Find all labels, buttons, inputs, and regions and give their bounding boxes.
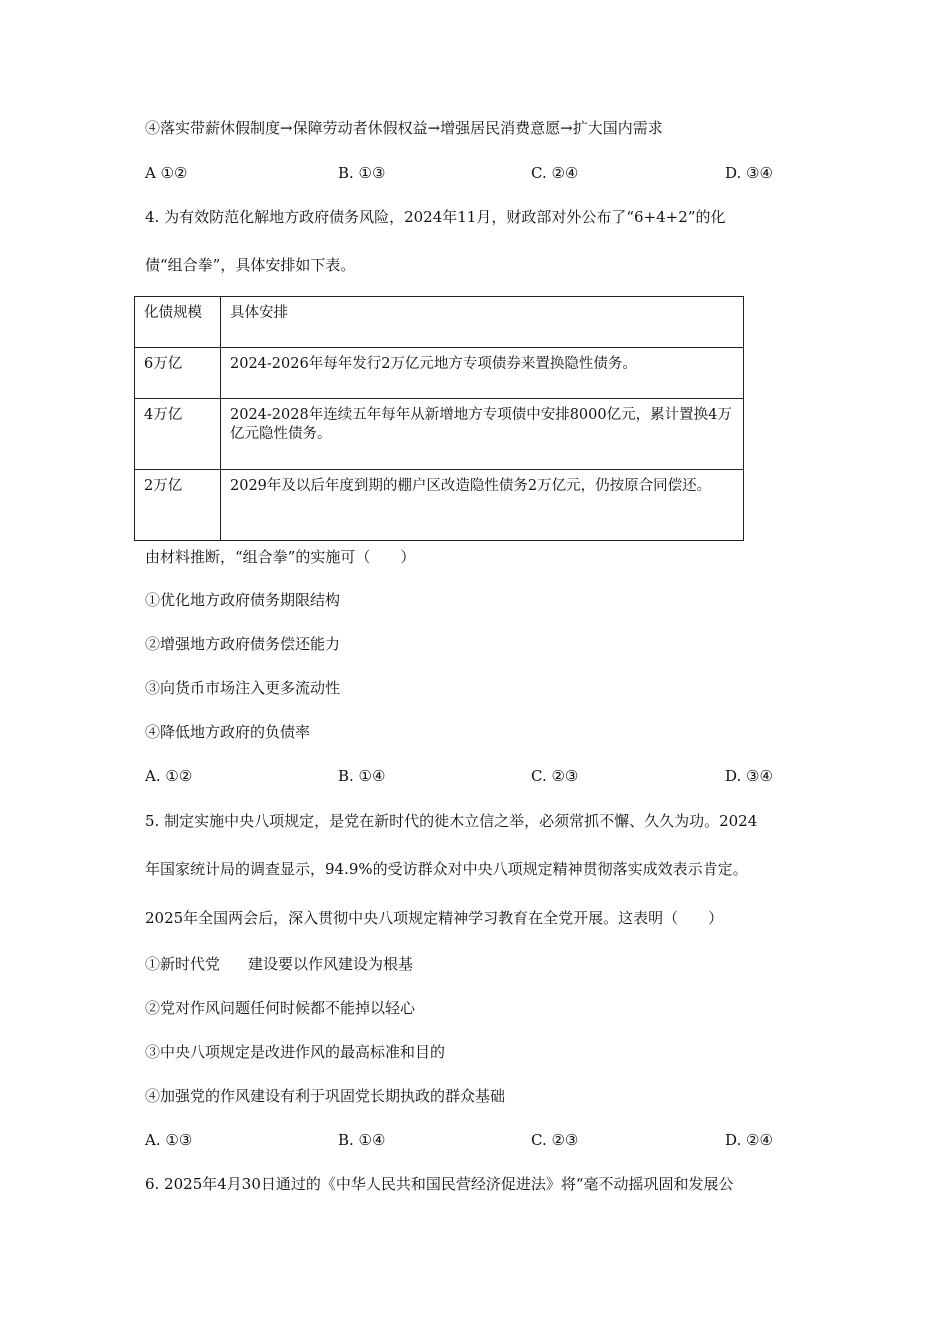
q4-item-4: ④降低地方政府的负债率 xyxy=(145,723,311,741)
q4-item-3: ③向货币市场注入更多流动性 xyxy=(145,679,341,697)
table-cell-scale: 4万亿 xyxy=(135,399,221,470)
q4-option-c: C. ②③ xyxy=(531,767,579,785)
q4-item-1: ①优化地方政府债务期限结构 xyxy=(145,591,341,609)
q3-item-4: ④落实带薪休假制度→保障劳动者休假权益→增强居民消费意愿→扩大国内需求 xyxy=(145,119,663,137)
q5-option-c: C. ②③ xyxy=(531,1131,579,1149)
q3-option-c: C. ②④ xyxy=(531,164,579,182)
q4-stem-line-2: 债“组合拳”，具体安排如下表。 xyxy=(145,256,356,274)
table-cell-scale: 6万亿 xyxy=(135,348,221,399)
q5-stem-line-1: 5. 制定实施中央八项规定，是党在新时代的徙木立信之举，必须常抓不懈、久久为功。2024 xyxy=(145,812,758,830)
q4-options xyxy=(145,766,805,786)
q5-option-b: B. ①④ xyxy=(338,1131,386,1149)
q5-option-a: A. ①③ xyxy=(145,1131,193,1149)
q5-options xyxy=(145,1130,805,1150)
q5-option-d: D. ②④ xyxy=(725,1131,773,1149)
q4-item-2: ②增强地方政府债务偿还能力 xyxy=(145,635,341,653)
table-cell-plan: 2029年及以后年度到期的棚户区改造隐性债务2万亿元，仍按原合同偿还。 xyxy=(221,470,744,541)
q5-stem-line-2: 年国家统计局的调查显示，94.9%的受访群众对中央八项规定精神贯彻落实成效表示肯定。 xyxy=(145,860,748,878)
q4-question: 由材料推断，“组合拳”的实施可（ ） xyxy=(145,548,416,566)
table-header-plan: 具体安排 xyxy=(221,297,744,348)
q4-option-b: B. ①④ xyxy=(338,767,386,785)
q4-stem-line-1: 4. 为有效防范化解地方政府债务风险，2024年11月，财政部对外公布了“6+4+2”的化 xyxy=(145,208,726,226)
debt-plan-table xyxy=(134,296,744,541)
table-cell-plan: 2024-2026年每年发行2万亿元地方专项债券来置换隐性债务。 xyxy=(221,348,744,399)
q5-stem-line-3: 2025年全国两会后，深入贯彻中央八项规定精神学习教育在全党开展。这表明（ ） xyxy=(145,909,724,927)
q5-item-1 xyxy=(145,954,413,974)
table-row xyxy=(135,348,744,399)
table-cell-plan: 2024-2028年连续五年每年从新增地方专项债中安排8000亿元，累计置换4万亿元隐性债务。 xyxy=(221,399,744,470)
table-row xyxy=(135,399,744,470)
q4-option-a: A. ①② xyxy=(145,767,193,785)
q3-options xyxy=(145,163,805,183)
q6-stem-line-1: 6. 2025年4月30日通过的《中华人民共和国民营经济促进法》将“毫不动摇巩固和发展公 xyxy=(145,1175,734,1193)
table-row xyxy=(135,470,744,541)
q3-option-b: B. ①③ xyxy=(338,164,386,182)
q4-option-d: D. ③④ xyxy=(725,767,773,785)
q5-item-2: ②党对作风问题任何时候都不能掉以轻心 xyxy=(145,999,416,1017)
table-header-row xyxy=(135,297,744,348)
table-cell-scale: 2万亿 xyxy=(135,470,221,541)
q3-option-d: D. ③④ xyxy=(725,164,773,182)
q3-option-a: A ①② xyxy=(145,164,188,182)
q5-item-4: ④加强党的作风建设有利于巩固党长期执政的群众基础 xyxy=(145,1087,506,1105)
q5-item-3: ③中央八项规定是改进作风的最高标准和目的 xyxy=(145,1043,446,1061)
q5-item-1-part-b: 建设要以作风建设为根基 xyxy=(248,955,414,973)
table-header-scale: 化债规模 xyxy=(135,297,221,348)
q5-item-1-part-a: ①新时代党 xyxy=(145,955,221,973)
